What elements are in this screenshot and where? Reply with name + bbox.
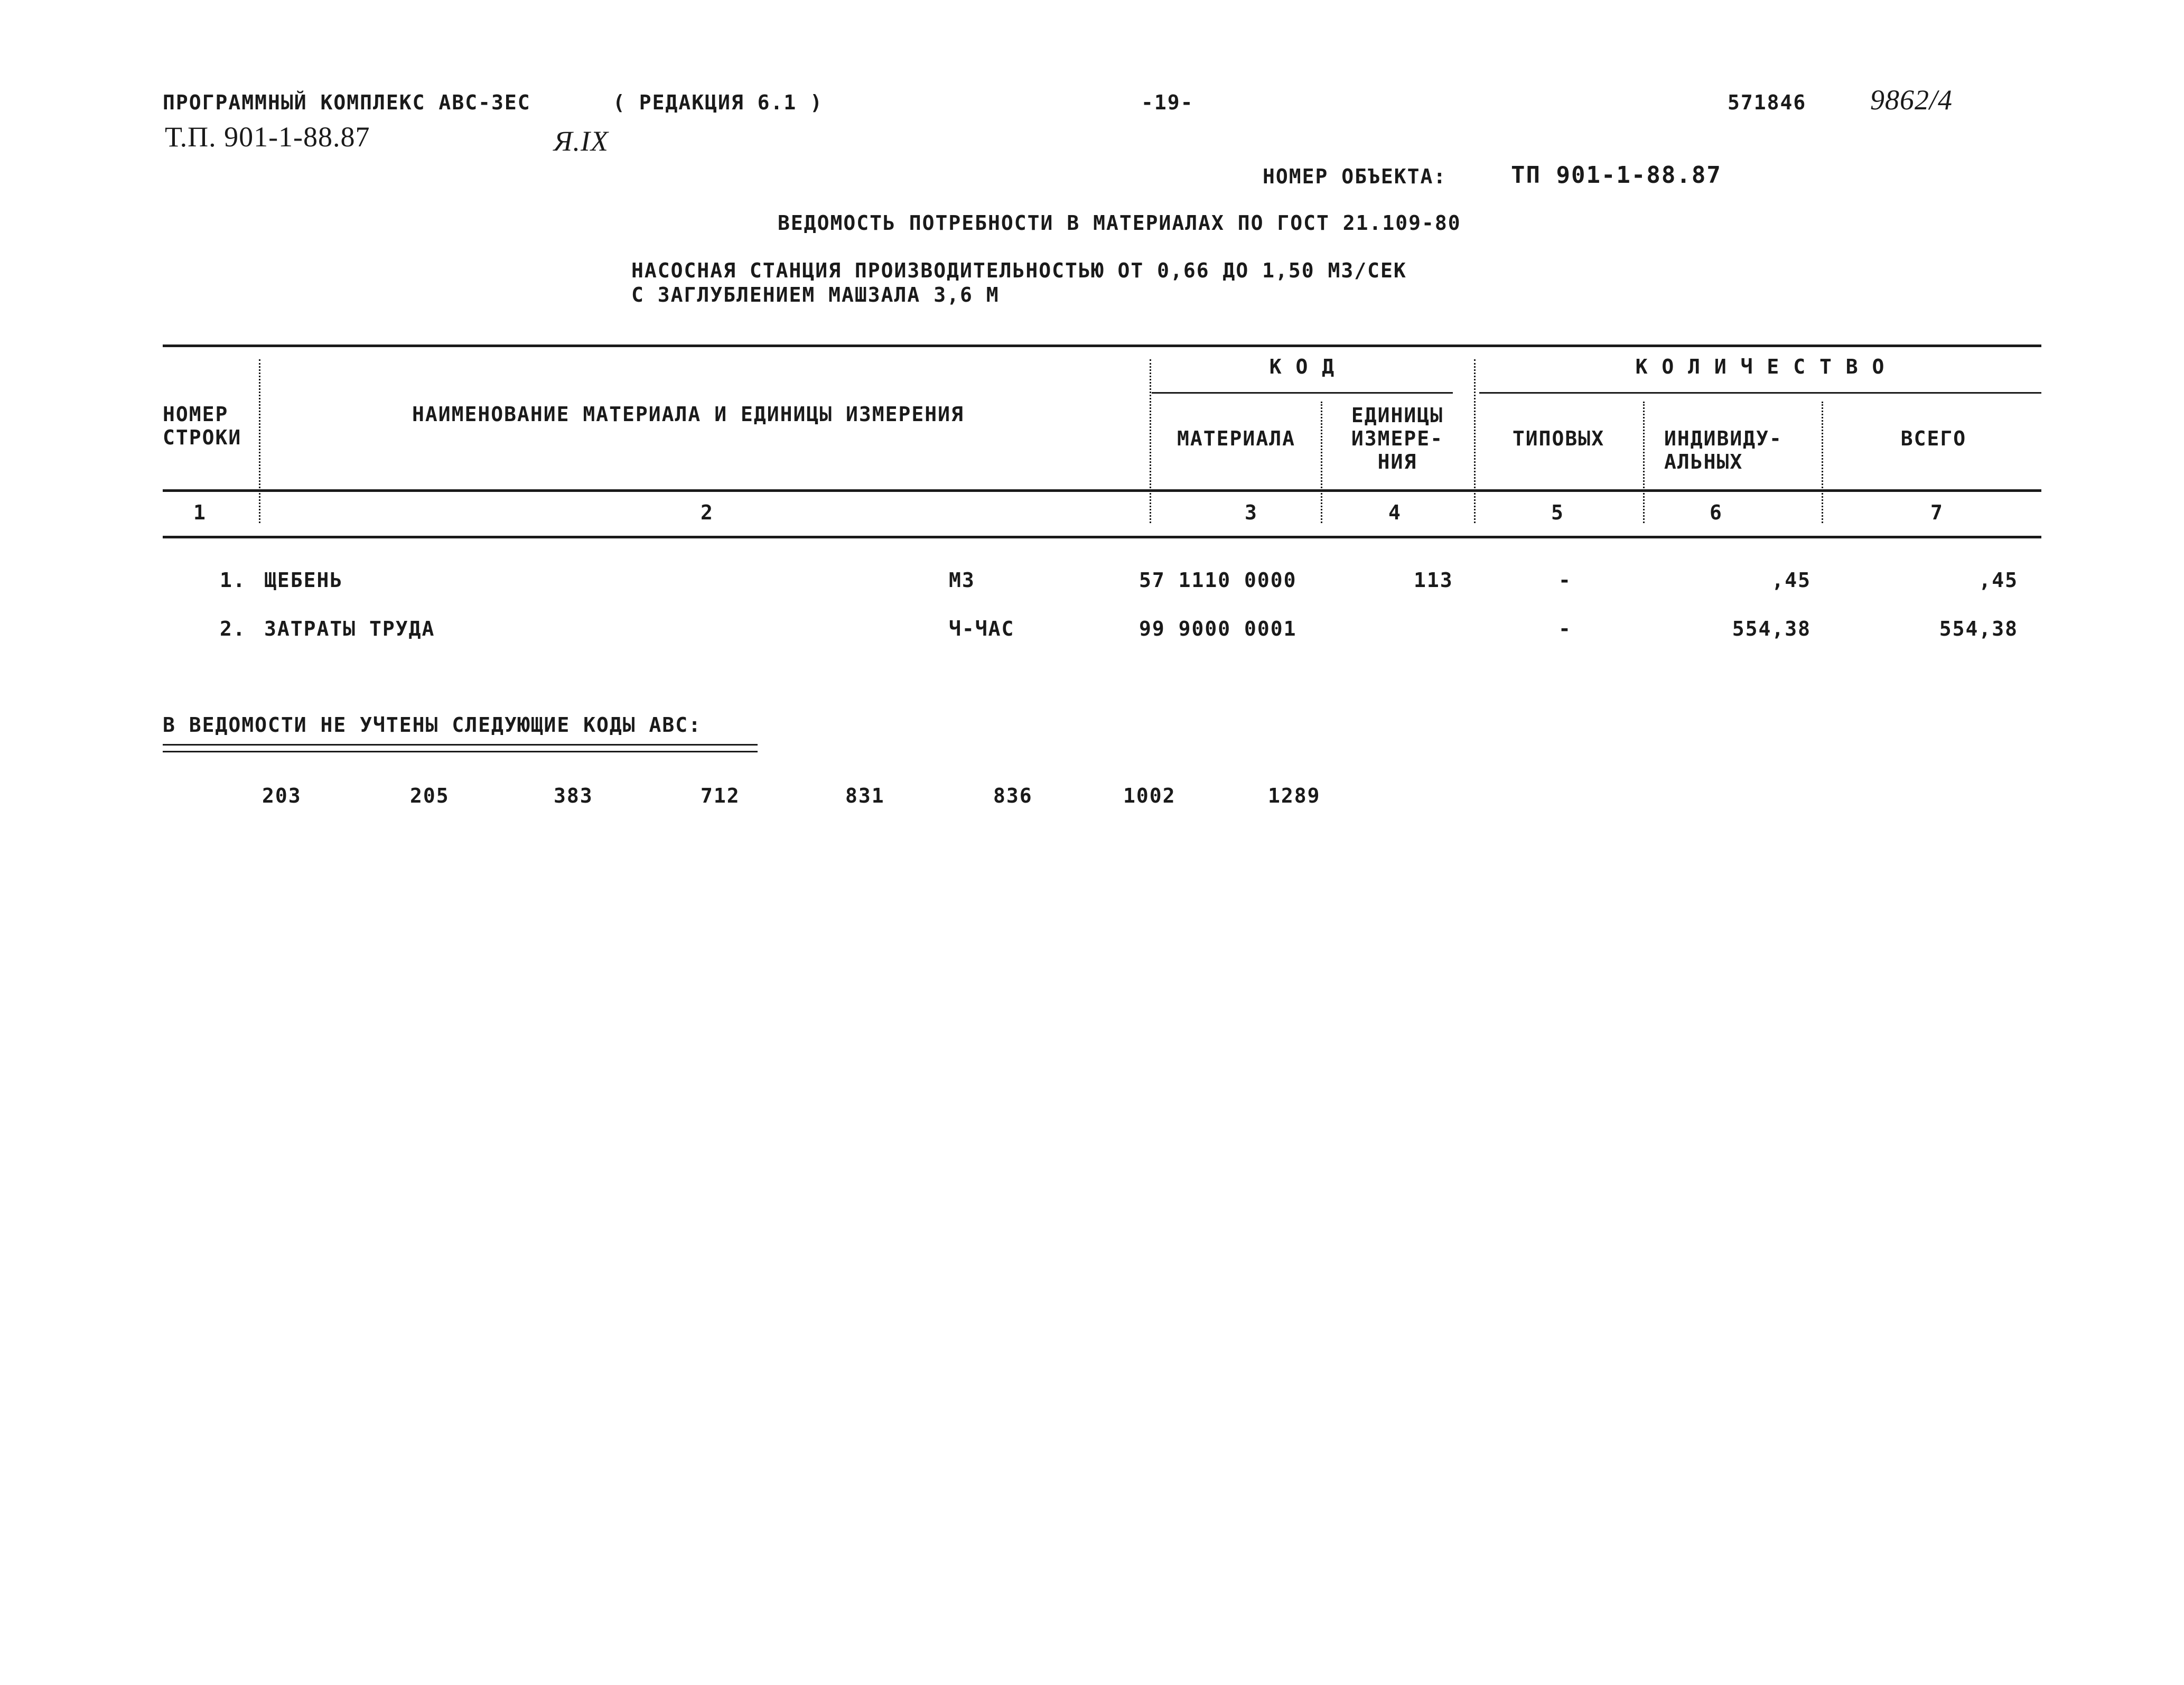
col-sep-5 (1643, 402, 1645, 523)
subtitle-line-1: НАСОСНАЯ СТАНЦИЯ ПРОИЗВОДИТЕЛЬНОСТЬЮ ОТ 0,66 ДО 1,50 М3/СЕК (631, 259, 1407, 282)
object-label: НОМЕР ОБЪЕКТА: (1263, 165, 1447, 188)
list-item: 836 (993, 784, 1033, 807)
table-top-rule (163, 345, 2041, 347)
material-unit: М3 (949, 569, 975, 592)
header-unit-code-line3: НИЯ (1377, 450, 1417, 473)
qty-individual: 554,38 (1732, 617, 1811, 640)
col-sep-3 (1321, 402, 1322, 523)
object-value: ТП 901-1-88.87 (1511, 162, 1722, 189)
column-number-4: 4 (1388, 501, 1402, 524)
header-qty-individual-line1: ИНДИВИДУ- (1664, 427, 1782, 450)
header-unit-code-line1: ЕДИНИЦЫ (1351, 404, 1444, 427)
row-number: 2. (220, 617, 246, 640)
header-bottom-rule (163, 489, 2041, 492)
qty-group-rule (1479, 392, 2041, 394)
col-sep-1 (259, 359, 260, 523)
column-number-6: 6 (1710, 501, 1723, 524)
header-code-group: К О Д (1269, 355, 1336, 378)
list-item: 383 (554, 784, 593, 807)
material-name: ЗАТРАТЫ ТРУДА (264, 617, 435, 640)
header-unit-code-line2: ИЗМЕРЕ- (1351, 427, 1444, 450)
header-material-code: МАТЕРИАЛА (1177, 427, 1295, 450)
document-title: ВЕДОМОСТЬ ПОТРЕБНОСТИ В МАТЕРИАЛАХ ПО ГОСТ 21.109-80 (778, 211, 1461, 235)
header-quantity-group: К О Л И Ч Е С Т В О (1635, 355, 1886, 378)
material-name: ЩЕБЕНЬ (264, 569, 343, 592)
header-qty-typical: ТИПОВЫХ (1512, 427, 1605, 450)
edition: ( РЕДАКЦИЯ 6.1 ) (613, 91, 824, 114)
header-qty-individual-line2: АЛЬНЫХ (1664, 450, 1743, 473)
material-code: 57 1110 0000 (1139, 569, 1297, 592)
handwritten-mark: Я.IX (554, 125, 609, 157)
column-number-3: 3 (1245, 501, 1258, 524)
material-code: 99 9000 0001 (1139, 617, 1297, 640)
list-item: 205 (410, 784, 450, 807)
document-code: 571846 (1728, 91, 1807, 114)
program-name: ПРОГРАММНЫЙ КОМПЛЕКС АВС-3ЕС (163, 91, 531, 114)
list-item: 203 (262, 784, 302, 807)
list-item: 712 (701, 784, 740, 807)
qty-typical: - (1558, 569, 1572, 592)
column-number-7: 7 (1930, 501, 1944, 524)
list-item: 1289 (1268, 784, 1321, 807)
col-sep-6 (1822, 402, 1823, 523)
subtitle-line-2: С ЗАГЛУБЛЕНИЕМ МАШЗАЛА 3,6 М (631, 283, 1000, 306)
handwritten-inventory-number: 9862/4 (1870, 84, 1953, 116)
handwritten-project-number: Т.П. 901-1-88.87 (165, 121, 370, 153)
column-numbers-rule (163, 536, 2041, 538)
material-unit: Ч-ЧАС (949, 617, 1015, 640)
column-number-2: 2 (701, 501, 714, 524)
uncounted-codes-note: В ВЕДОМОСТИ НЕ УЧТЕНЫ СЛЕДУЮЩИЕ КОДЫ АВС: (163, 713, 702, 737)
column-number-1: 1 (193, 501, 207, 524)
page-number: -19- (1141, 91, 1194, 114)
qty-typical: - (1558, 617, 1572, 640)
col-sep-4 (1474, 359, 1476, 523)
col-sep-2 (1150, 359, 1151, 523)
qty-total: ,45 (1978, 569, 2018, 592)
list-item: 831 (845, 784, 885, 807)
qty-individual: ,45 (1771, 569, 1811, 592)
unit-code: 113 (1414, 569, 1453, 592)
double-underline (163, 744, 758, 752)
header-material-name: НАИМЕНОВАНИЕ МАТЕРИАЛА И ЕДИНИЦЫ ИЗМЕРЕНИЯ (412, 403, 964, 426)
header-qty-total: ВСЕГО (1900, 427, 1967, 450)
list-item: 1002 (1123, 784, 1176, 807)
qty-total: 554,38 (1939, 617, 2018, 640)
column-number-5: 5 (1551, 501, 1564, 524)
header-row-no-line2: СТРОКИ (163, 426, 242, 449)
header-row-no-line1: НОМЕР (163, 403, 229, 426)
row-number: 1. (220, 569, 246, 592)
code-group-rule (1152, 392, 1453, 394)
